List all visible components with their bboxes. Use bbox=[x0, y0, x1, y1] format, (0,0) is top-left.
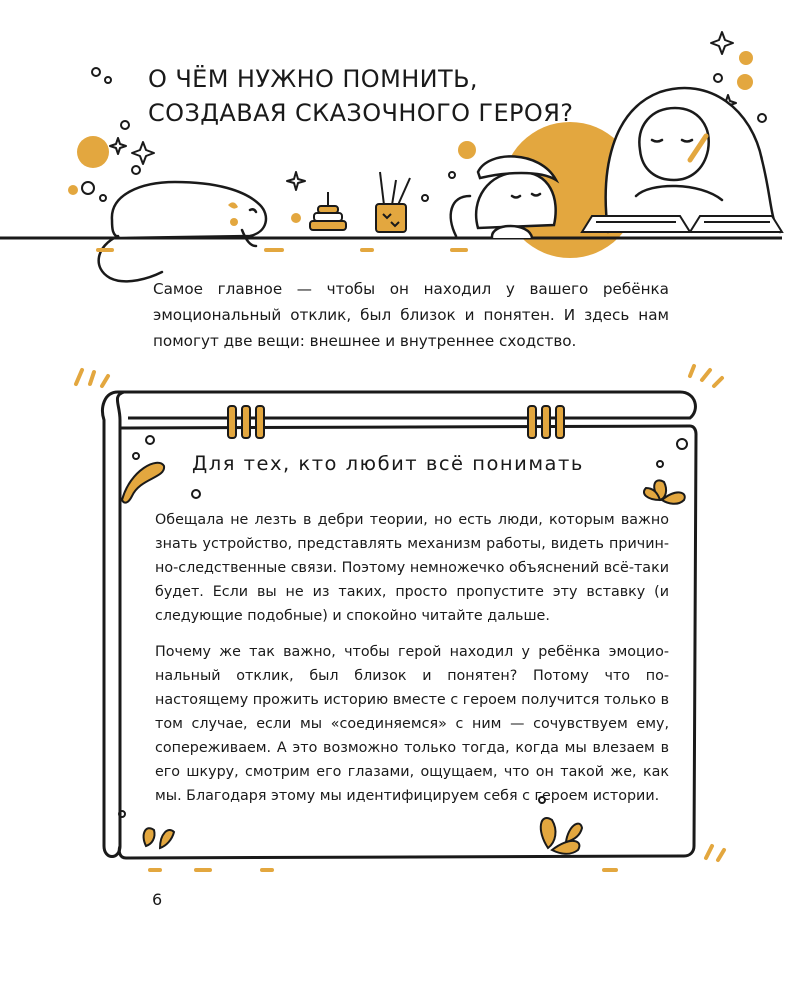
info-box-body bbox=[155, 508, 669, 820]
intro-paragraph: Самое главное — чтобы он находил у вашего ребёнка эмоциональный отклик, был близок и понятен. И здесь нам помогут две вещи: внешнее и внутреннее сходство. bbox=[153, 280, 669, 350]
grass-strokes bbox=[706, 846, 724, 860]
header-illustration bbox=[0, 0, 800, 300]
info-box-title: Для тех, кто любит всё понимать bbox=[192, 452, 584, 475]
page-title-line-2: СОЗДАВАЯ СКАЗОЧНОГО ГЕРОЯ? bbox=[148, 99, 574, 127]
pencil-cup-drawing bbox=[376, 172, 410, 232]
leaf-sprout-icon bbox=[122, 463, 164, 503]
scroll-top-bar bbox=[118, 392, 695, 418]
accent-dot bbox=[77, 136, 109, 168]
accent-dot bbox=[737, 74, 753, 90]
page-title bbox=[148, 62, 608, 130]
woman-drawing bbox=[606, 88, 780, 232]
toy-pyramid-drawing bbox=[310, 192, 346, 230]
leaf-sprout-icon bbox=[644, 480, 685, 503]
page-number: 6 bbox=[152, 890, 163, 909]
cat-drawing bbox=[99, 182, 266, 281]
accent-dot bbox=[291, 213, 301, 223]
book-drawing bbox=[582, 216, 782, 232]
hinge-icon bbox=[228, 406, 564, 438]
info-box-paragraph: Почему же так важно, чтобы герой находил у ребёнка эмоциональный отклик, был близок и понятен? Потому что по-настоящему прожить историю вместе с героем получится только в том случае, если мы «соединяемся» с ним — сочувствуем ему, сопереживаем. А это возможно только тогда, когда мы влезаем в его шкуру, смотрим его глазами, ощущаем, что он такой же, как мы. Благодаря этому мы идентифицируем себя с героем истории. bbox=[155, 644, 669, 804]
leaf-sprout-icon bbox=[541, 818, 582, 854]
accent-dot bbox=[68, 185, 78, 195]
accent-dot bbox=[458, 141, 476, 159]
leaf-sprout-icon bbox=[144, 828, 174, 848]
cat-spot bbox=[230, 218, 238, 226]
page-title-line-1: О ЧЁМ НУЖНО ПОМНИТЬ, bbox=[148, 65, 478, 93]
info-box-paragraph: Обещала не лезть в дебри теории, но есть люди, которым важно знать устройство, представлять механизм работы, видеть причинно-следственные связи. Поэтому немножечко объяснений всё-таки будет. Если вы не из таких, просто пропустите эту вставку (и следующие подобные) и спокойно читайте дальше. bbox=[155, 512, 669, 624]
accent-dot bbox=[739, 51, 753, 65]
